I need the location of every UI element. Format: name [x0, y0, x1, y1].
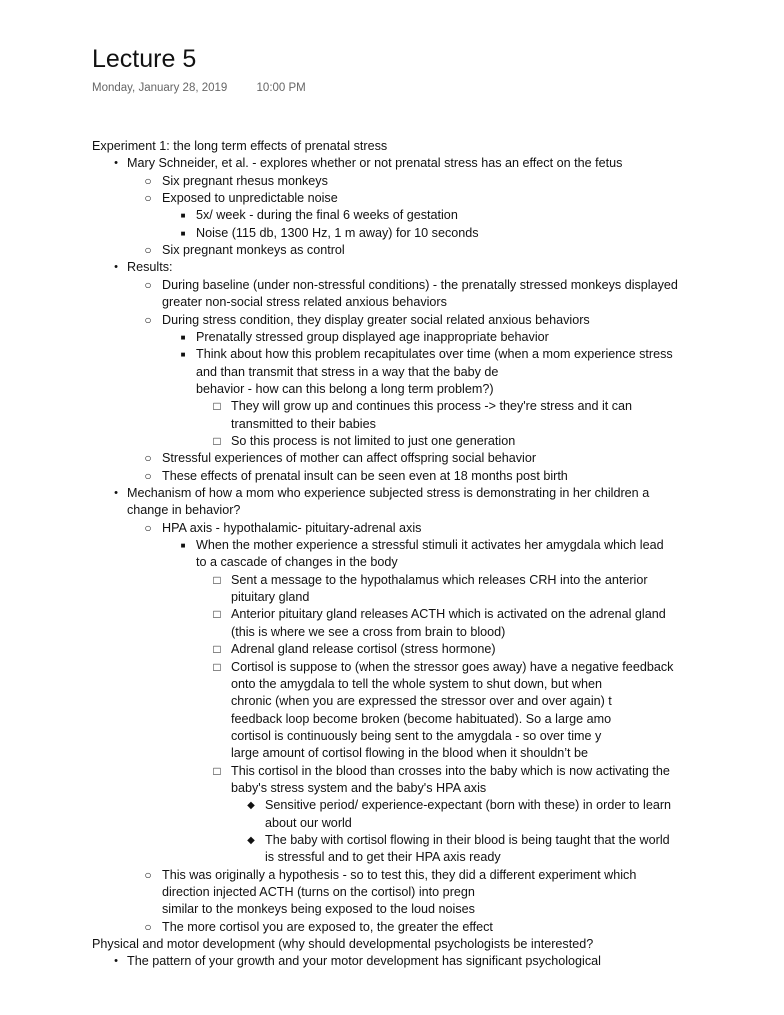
bullet-circle-icon: ○: [144, 191, 152, 205]
outline-item: Six pregnant rhesus monkeys: [162, 174, 328, 188]
outline-item: baby's stress system and the baby's HPA axis: [231, 781, 487, 795]
outline-item: Sensitive period/ experience-expectant (born with these) in order to learn: [265, 798, 672, 812]
outline-item: direction injected ACTH (turns on the cortisol) into pregn: [162, 885, 475, 899]
bullet-box-icon: □: [213, 573, 221, 587]
bullet-square-icon: ■: [180, 350, 186, 359]
outline-item: (this is where we see a cross from brain to blood): [231, 625, 506, 639]
outline-item: transmitted to their babies: [231, 417, 376, 431]
outline-item: cortisol is continuously being sent to the amygdala - so over time y: [231, 729, 602, 743]
outline-item: This cortisol in the blood than crosses into the baby which is now activating the: [231, 764, 670, 778]
outline-item: HPA axis - hypothalamic- pituitary-adrenal axis: [162, 521, 422, 535]
outline-item: Sent a message to the hypothalamus which releases CRH into the anterior: [231, 573, 648, 587]
outline-item: Stressful experiences of mother can affect offspring social behavior: [162, 451, 537, 465]
page-title: Lecture 5: [92, 45, 197, 73]
outline-item: Prenatally stressed group displayed age inappropriate behavior: [196, 330, 549, 344]
outline-item: Results:: [127, 260, 173, 274]
outline-item: They will grow up and continues this process -> they're stress and it can: [231, 399, 633, 413]
outline-item: Adrenal gland release cortisol (stress hormone): [231, 642, 496, 656]
outline-item: 5x/ week - during the final 6 weeks of gestation: [196, 208, 458, 222]
bullet-square-icon: ■: [180, 211, 186, 220]
bullet-diamond-icon: ◆: [247, 835, 255, 846]
outline-item: The pattern of your growth and your motor development has significant psychological: [127, 954, 601, 968]
bullet-box-icon: □: [213, 764, 221, 778]
outline-item: During stress condition, they display greater social related anxious behaviors: [162, 313, 590, 327]
outline-item: During baseline (under non-stressful conditions) - the prenatally stressed monkeys displayed: [162, 278, 678, 292]
outline-item: similar to the monkeys being exposed to the loud noises: [162, 902, 475, 916]
outline-item: Think about how this problem recapitulates over time (when a mom experience stress: [196, 347, 673, 361]
bullet-square-icon: ■: [180, 333, 186, 342]
section-heading: Experiment 1: the long term effects of prenatal stress: [92, 139, 388, 153]
bullet-circle-icon: ○: [144, 521, 152, 535]
outline-item: Noise (115 db, 1300 Hz, 1 m away) for 10 seconds: [196, 226, 479, 240]
outline-item: large amount of cortisol flowing in the blood when it shouldn’t be: [231, 746, 589, 760]
outline-item: change in behavior?: [127, 503, 241, 517]
page-meta: [92, 82, 306, 94]
bullet-box-icon: □: [213, 399, 221, 413]
outline-item: behavior - how can this belong a long term problem?): [196, 382, 494, 396]
bullet-circle-icon: ○: [144, 920, 152, 934]
outline-item: Cortisol is suppose to (when the stressor goes away) have a negative feedback: [231, 660, 674, 674]
section-heading: Physical and motor development (why should developmental psychologists be interested?: [92, 937, 594, 951]
bullet-disc-icon: •: [114, 487, 118, 499]
bullet-circle-icon: ○: [144, 469, 152, 483]
bullet-diamond-icon: ◆: [247, 800, 255, 811]
outline-item: onto the amygdala to tell the whole system to shut down, but when: [231, 677, 603, 691]
outline-item: Mechanism of how a mom who experience subjected stress is demonstrating in her children a: [127, 486, 650, 500]
bullet-square-icon: ■: [180, 541, 186, 550]
outline-item: is stressful and to get their HPA axis ready: [265, 850, 501, 864]
outline-item: pituitary gland: [231, 590, 310, 604]
bullet-box-icon: □: [213, 434, 221, 448]
bullet-disc-icon: •: [114, 157, 118, 169]
page-time: 10:00 PM: [256, 82, 306, 94]
bullet-square-icon: ■: [180, 229, 186, 238]
bullet-box-icon: □: [213, 642, 221, 656]
bullet-circle-icon: ○: [144, 278, 152, 292]
bullet-box-icon: □: [213, 607, 221, 621]
outline-item: Mary Schneider, et al. - explores whether or not prenatal stress has an effect on the fetus: [127, 156, 623, 170]
outline-item: Six pregnant monkeys as control: [162, 243, 345, 257]
outline-item: Anterior pituitary gland releases ACTH which is activated on the adrenal gland: [231, 607, 666, 621]
outline-item: These effects of prenatal insult can be seen even at 18 months post birth: [162, 469, 568, 483]
bullet-circle-icon: ○: [144, 243, 152, 257]
outline-item: Exposed to unpredictable noise: [162, 191, 338, 205]
outline-item: greater non-social stress related anxious behaviors: [162, 295, 447, 309]
outline-item: chronic (when you are expressed the stressor over and over again) t: [231, 694, 612, 708]
page-date: Monday, January 28, 2019: [92, 82, 228, 94]
outline-item: The more cortisol you are exposed to, the greater the effect: [162, 920, 493, 934]
outline-item: and than transmit that stress in a way that the baby de: [196, 365, 499, 379]
bullet-disc-icon: •: [114, 955, 118, 967]
outline-item: The baby with cortisol flowing in their blood is being taught that the world: [265, 833, 670, 847]
outline-item: feedback loop become broken (become habituated). So a large amo: [231, 712, 612, 726]
outline-item: When the mother experience a stressful stimuli it activates her amygdala which lead: [196, 538, 664, 552]
outline-item: So this process is not limited to just one generation: [231, 434, 516, 448]
outline-item: This was originally a hypothesis - so to test this, they did a different experiment which: [162, 868, 637, 882]
outline-item: to a cascade of changes in the body: [196, 555, 398, 569]
bullet-disc-icon: •: [114, 261, 118, 273]
outline-item: about our world: [265, 816, 352, 830]
bullet-circle-icon: ○: [144, 451, 152, 465]
bullet-circle-icon: ○: [144, 174, 152, 188]
bullet-box-icon: □: [213, 660, 221, 674]
bullet-circle-icon: ○: [144, 313, 152, 327]
bullet-circle-icon: ○: [144, 868, 152, 882]
